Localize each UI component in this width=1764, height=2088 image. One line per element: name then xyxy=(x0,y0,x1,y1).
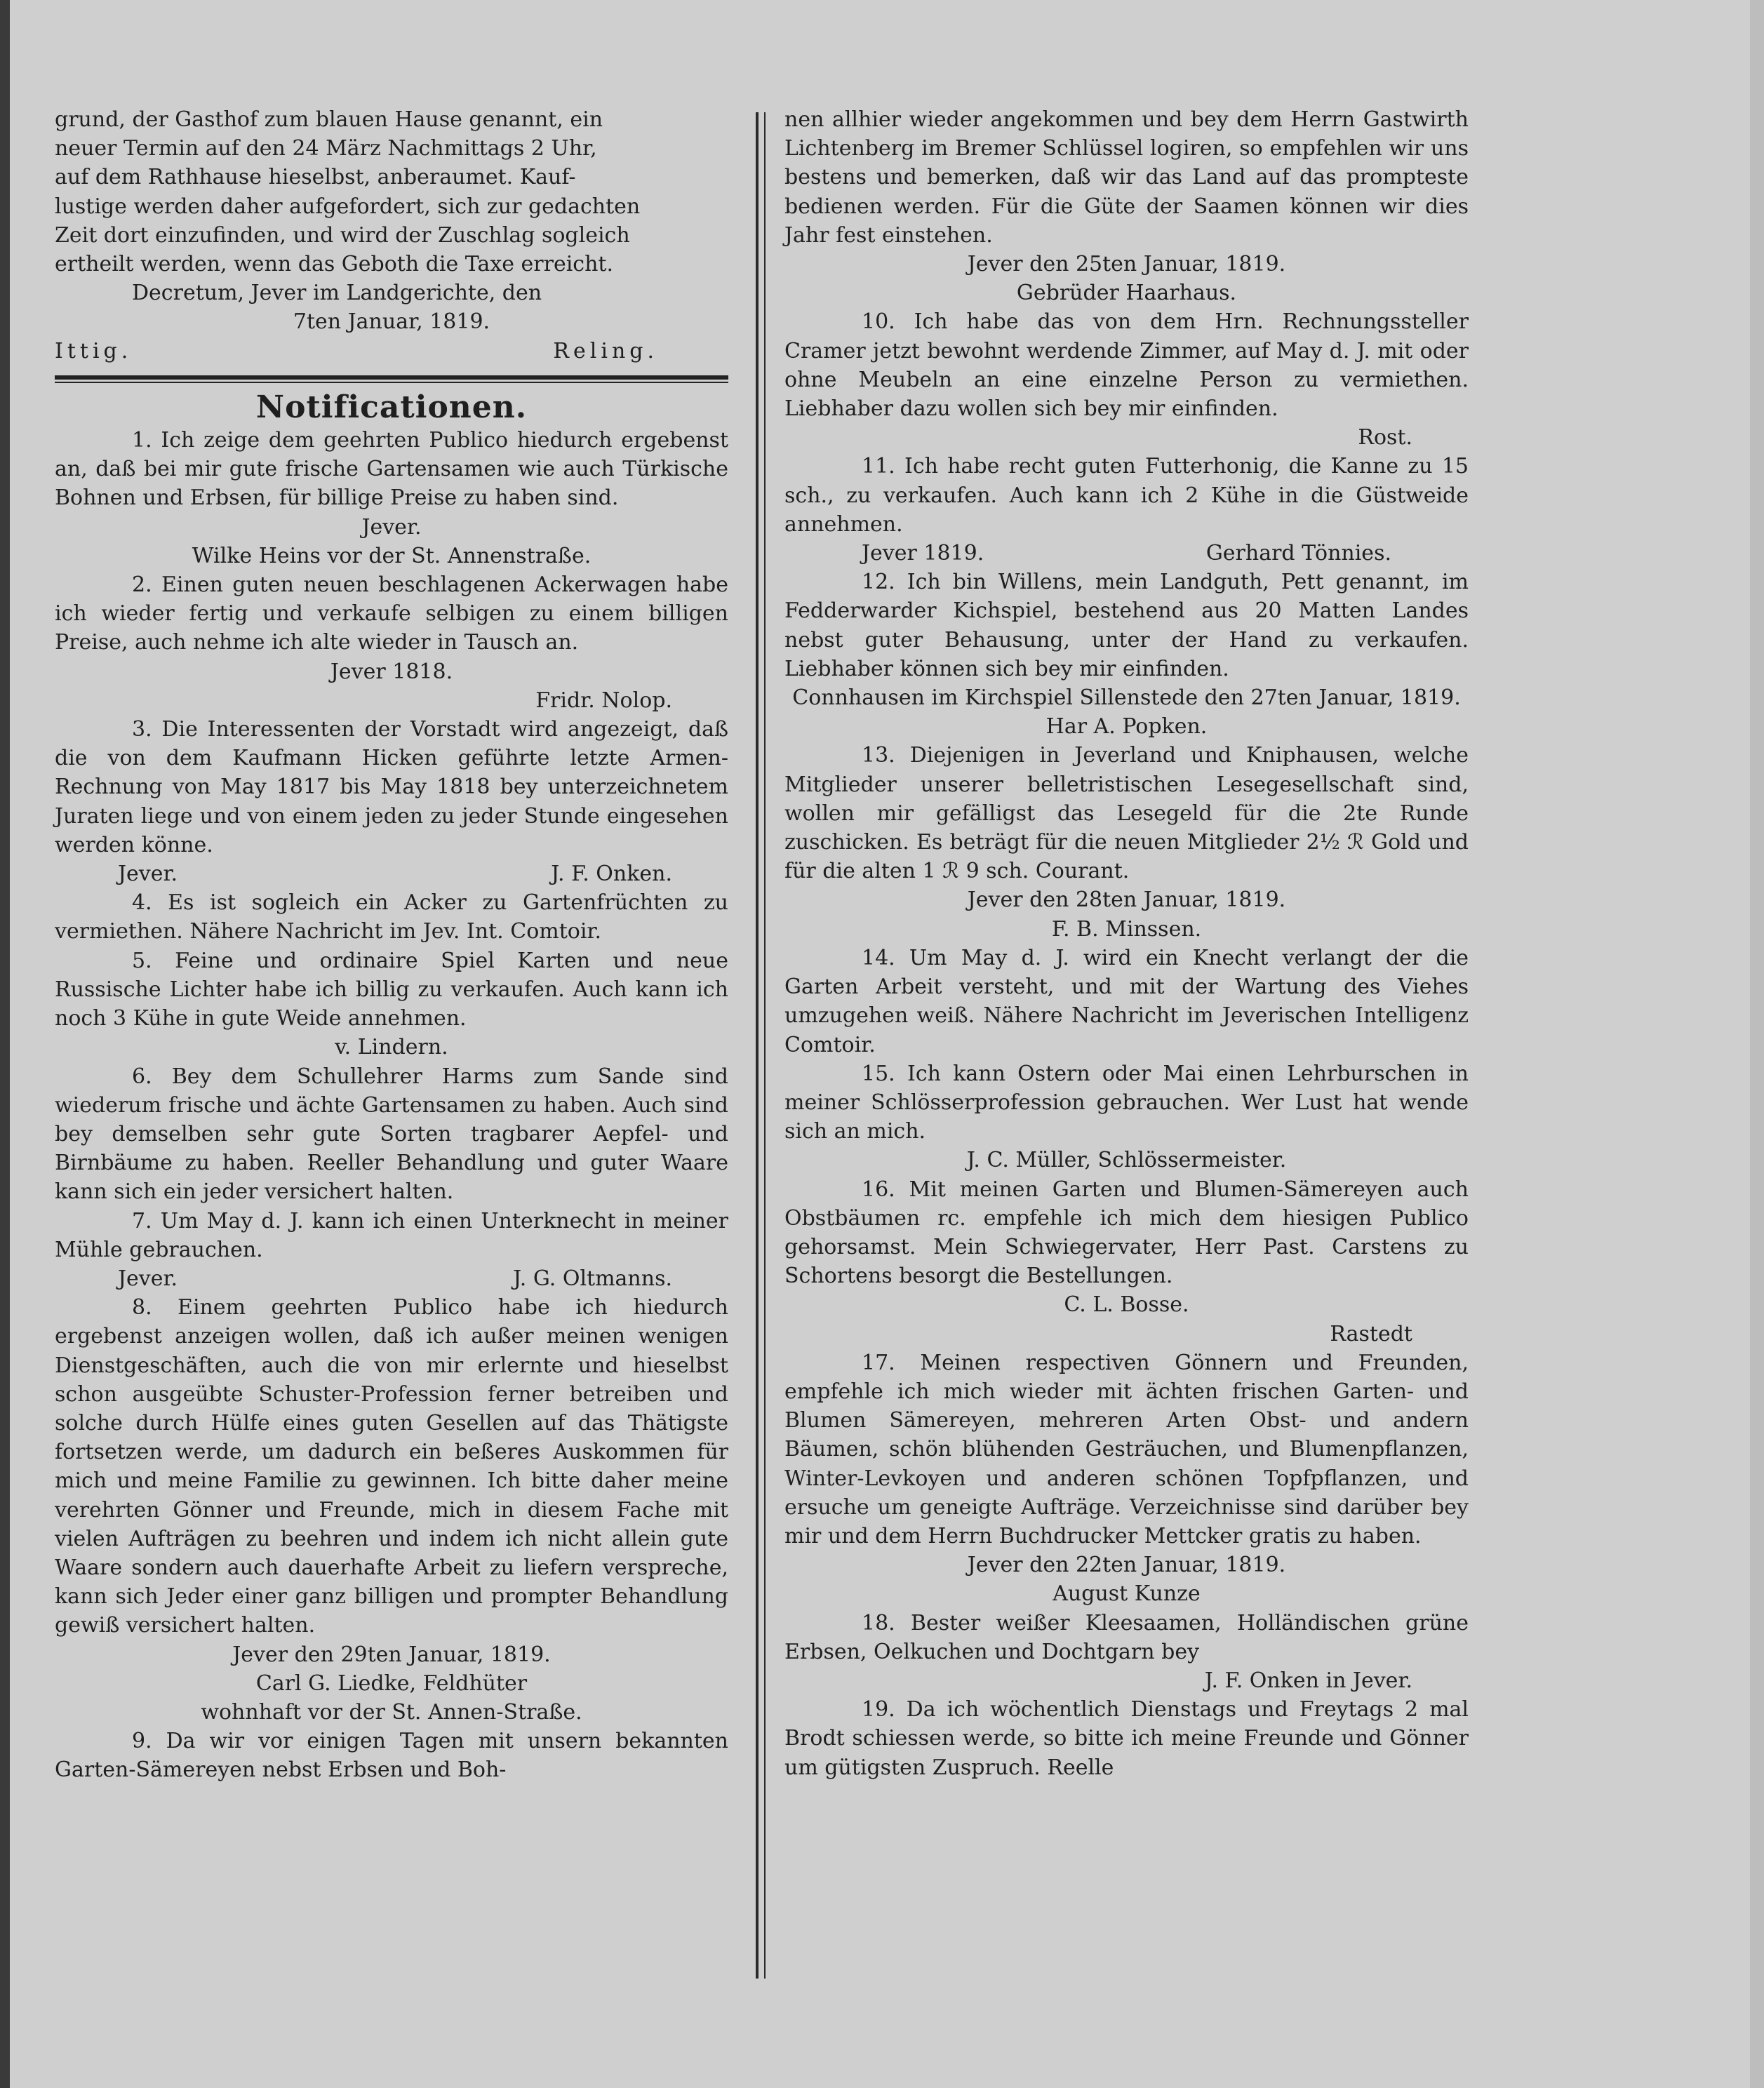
notice-17-signature: August Kunze xyxy=(1053,1581,1201,1607)
notice-11: 11. Ich habe recht guten Futterhonig, die Kanne zu 15 sch., zu verkaufen. Auch kann ich 2 Kühe in die Güstweide annehmen. xyxy=(784,454,1469,537)
notice-2: 2. Einen guten neuen beschlagenen Ackerwagen habe ich wieder fertig und verkaufe selbigen zu einem billigen Preise, auch nehme ich alte wieder in Tausch an. xyxy=(55,573,728,655)
signer-left: Ittig. xyxy=(55,338,133,363)
intro-line: ertheilt werden, wenn das Geboth die Taxe erreicht. xyxy=(55,252,614,277)
column-divider-thin xyxy=(764,112,766,1979)
notice-18-signature: J. F. Onken in Jever. xyxy=(1204,1668,1412,1693)
notice-16-place: Rastedt xyxy=(1330,1321,1412,1346)
notice-7-footer xyxy=(55,1264,728,1293)
notice-8-place: Jever den 29ten Januar, 1819. xyxy=(232,1642,551,1667)
notice-8-signature: Carl G. Liedke, Feldhüter xyxy=(255,1671,528,1696)
notice-11-place: Jever 1819. xyxy=(862,541,984,566)
notice-10-signature: Rost. xyxy=(1358,425,1412,450)
notice-15: 15. Ich kann Ostern oder Mai einen Lehrburschen in meiner Schlösserprofession gebrauchen. Wer Lust hat wende sich an mich. xyxy=(784,1061,1469,1144)
notice-3-place: Jever. xyxy=(118,862,178,887)
notice-16-signature: C. L. Bosse. xyxy=(1064,1292,1189,1318)
notice-3-signature: J. F. Onken. xyxy=(551,862,672,887)
intro-line: lustige werden daher aufgefordert, sich zur gedachten xyxy=(55,194,641,219)
page-edge xyxy=(1750,0,1764,2088)
notice-18: 18. Bester weißer Kleesaamen, Holländischen grüne Erbsen, Oelkuchen und Dochtgarn bey xyxy=(784,1610,1469,1664)
notice-9-continued: nen allhier wieder angekommen und bey dem Herrn Gastwirth Lichtenberg im Bremer Schlüssel logiren, so empfehlen wir uns bestens und bemerken, daß wir das Land auf das prompteste bedienen werden. Für die Güte der Saamen können wir dies Jahr fest einstehen. xyxy=(784,107,1469,248)
decretum-line: Decretum, Jever im Landgerichte, den xyxy=(132,281,542,306)
notice-9-place: Jever den 25ten Januar, 1819. xyxy=(967,252,1286,277)
notice-7-signature: J. G. Oltmanns. xyxy=(513,1266,672,1291)
notice-17-place: Jever den 22ten Januar, 1819. xyxy=(967,1553,1286,1578)
intro-line: Zeit dort einzufinden, und wird der Zuschlag sogleich xyxy=(55,222,630,248)
notice-9-start: 9. Da wir vor einigen Tagen mit unsern bekannten Garten-Sämereyen nebst Erbsen und Boh- xyxy=(55,1729,728,1783)
intro-line: auf dem Rathhause hieselbst, anberaumet. Kauf- xyxy=(55,165,576,190)
notice-2-signature: Fridr. Nolop. xyxy=(535,688,672,713)
notice-11-signature: Gerhard Tönnies. xyxy=(1205,541,1391,566)
notice-10: 10. Ich habe das von dem Hrn. Rechnungssteller Cramer jetzt bewohnt werdende Zimmer, auf May d. J. mit oder ohne Meubeln an eine einzelne Person zu vermiethen. Liebhaber dazu wollen sich bey mir einfinden. xyxy=(784,309,1469,422)
section-rule-thin xyxy=(55,382,728,383)
notice-6: 6. Bey dem Schullehrer Harms zum Sande sind wiederum frische und ächte Gartensamen zu haben. Auch sind bey demselben sehr gute Sorten tragbarer Aepfel- und Birnbäume zu haben. Reeller Behandlung und guter Waare kann sich ein jeder versichert halten. xyxy=(55,1064,728,1205)
notice-5-signature: v. Lindern. xyxy=(335,1035,448,1060)
section-heading: Notificationen. xyxy=(255,389,528,425)
notice-9-signature: Gebrüder Haarhaus. xyxy=(1016,281,1237,306)
notice-8: 8. Einem geehrten Publico habe ich hiedurch ergebenst anzeigen wollen, daß ich außer meinen wenigen Dienstgeschäften, auch die von mir erlernte und hieselbst schon ausgeübte Schuster-Profession ferner betreiben und solche durch Hülfe eines guten Gesellen auf das Thätigste fortsetzen werde, um dadurch ein beßeres Auskommen für mich und meine Familie zu gewinnen. Ich bitte daher meine verehrten Gönner und Freunde, mich in diesem Fache mit vielen Aufträgen zu beehren und indem ich nicht allein gute Waare sondern auch dauerhafte Arbeit zu liefern verspreche, kann sich Jeder einer ganz billigen und prompter Behandlung gewiß versichert halten. xyxy=(55,1295,728,1638)
notice-17: 17. Meinen respectiven Gönnern und Freunden, empfehle ich mich wieder mit ächten frischen Garten- und Blumen Sämereyen, mehreren Arten Obst- und andern Bäumen, schön blühenden Gesträuchen, und Blumenpflanzen, Winter-Levkoyen und anderen schönen Topfpflanzen, und ersuche um geneigte Aufträge. Verzeichnisse sind darüber bey mir und dem Herrn Buchdrucker Mettcker gratis zu haben. xyxy=(784,1350,1469,1548)
left-column xyxy=(55,105,728,1785)
notice-5: 5. Feine und ordinaire Spiel Karten und neue Russische Lichter habe ich billig zu verkaufen. Auch kann ich noch 3 Kühe in gute Weide annehmen. xyxy=(55,948,728,1031)
notice-12-place: Connhausen im Kirchspiel Sillenstede den 27ten Januar, 1819. xyxy=(792,685,1461,711)
column-divider xyxy=(756,112,759,1979)
notice-16: 16. Mit meinen Garten und Blumen-Sämereyen auch Obstbäumen rc. empfehle ich mich dem hiesigen Publico gehorsamst. Mein Schwiegervater, Herr Past. Carstens zu Schortens besorgt die Bestellungen. xyxy=(784,1177,1469,1289)
notice-7-place: Jever. xyxy=(118,1266,178,1291)
notice-11-footer xyxy=(784,539,1469,568)
section-rule xyxy=(55,375,728,380)
notice-13-signature: F. B. Minssen. xyxy=(1051,916,1202,942)
notice-3: 3. Die Interessenten der Vorstadt wird angezeigt, daß die von dem Kaufmann Hicken geführte letzte Armen-Rechnung von May 1817 bis May 1818 bey unterzeichnetem Juraten liege und von einem jeden zu jeder Stunde eingesehen werden könne. xyxy=(55,717,728,857)
notice-2-place: Jever 1818. xyxy=(330,659,453,684)
notice-15-signature: J. C. Müller, Schlössermeister. xyxy=(966,1148,1287,1173)
notice-7: 7. Um May d. J. kann ich einen Unterknecht in meiner Mühle gebrauchen. xyxy=(55,1208,728,1262)
notice-12-signature: Har A. Popken. xyxy=(1045,714,1208,740)
binding-edge xyxy=(0,0,10,2088)
notice-4: 4. Es ist sogleich ein Acker zu Gartenfrüchten zu vermiethen. Nähere Nachricht im Jev. Int. Comtoir. xyxy=(55,890,728,944)
right-column xyxy=(784,105,1469,1782)
notice-12: 12. Ich bin Willens, mein Landguth, Pett genannt, im Fedderwarder Kichspiel, bestehend aus 20 Matten Landes nebst guter Behausung, unter der Hand zu verkaufen. Liebhaber können sich bey mir einfinden. xyxy=(784,570,1469,681)
intro-line: grund, der Gasthof zum blauen Hause genannt, ein xyxy=(55,107,603,132)
notice-14: 14. Um May d. J. wird ein Knecht verlangt der die Garten Arbeit versteht, und mit der Wartung des Viehes umzugehen weiß. Nähere Nachricht im Jeverischen Intelligenz Comtoir. xyxy=(784,945,1469,1057)
decretum-date: 7ten Januar, 1819. xyxy=(293,309,490,335)
notice-8-address: wohnhaft vor der St. Annen-Straße. xyxy=(201,1699,582,1725)
court-signatures xyxy=(55,337,728,366)
notice-19: 19. Da ich wöchentlich Dienstags und Freytags 2 mal Brodt schiessen werde, so bitte ich meine Freunde und Gönner um gütigsten Zuspruch. Reelle xyxy=(784,1697,1469,1780)
notice-3-footer xyxy=(55,859,728,888)
notice-13: 13. Diejenigen in Jeverland und Kniphausen, welche Mitglieder unserer belletristischen Lesegesellschaft sind, wollen mir gefälligst das Lesegeld für die 2te Runde zuschicken. Es beträgt für die neuen Mitglieder 2½ ℛ Gold und für die alten 1 ℛ 9 sch. Courant. xyxy=(784,743,1469,884)
notice-1-signature: Wilke Heins vor der St. Annenstraße. xyxy=(192,543,592,568)
signer-right: Reling. xyxy=(553,338,658,363)
notice-1: 1. Ich zeige dem geehrten Publico hiedurch ergebenst an, daß bei mir gute frische Gartensamen wie auch Türkische Bohnen und Erbsen, für billige Preise zu haben sind. xyxy=(55,428,728,511)
notice-13-place: Jever den 28ten Januar, 1819. xyxy=(967,888,1286,913)
notice-1-place: Jever. xyxy=(361,514,422,540)
intro-line: neuer Termin auf den 24 März Nachmittags 2 Uhr, xyxy=(55,136,597,161)
